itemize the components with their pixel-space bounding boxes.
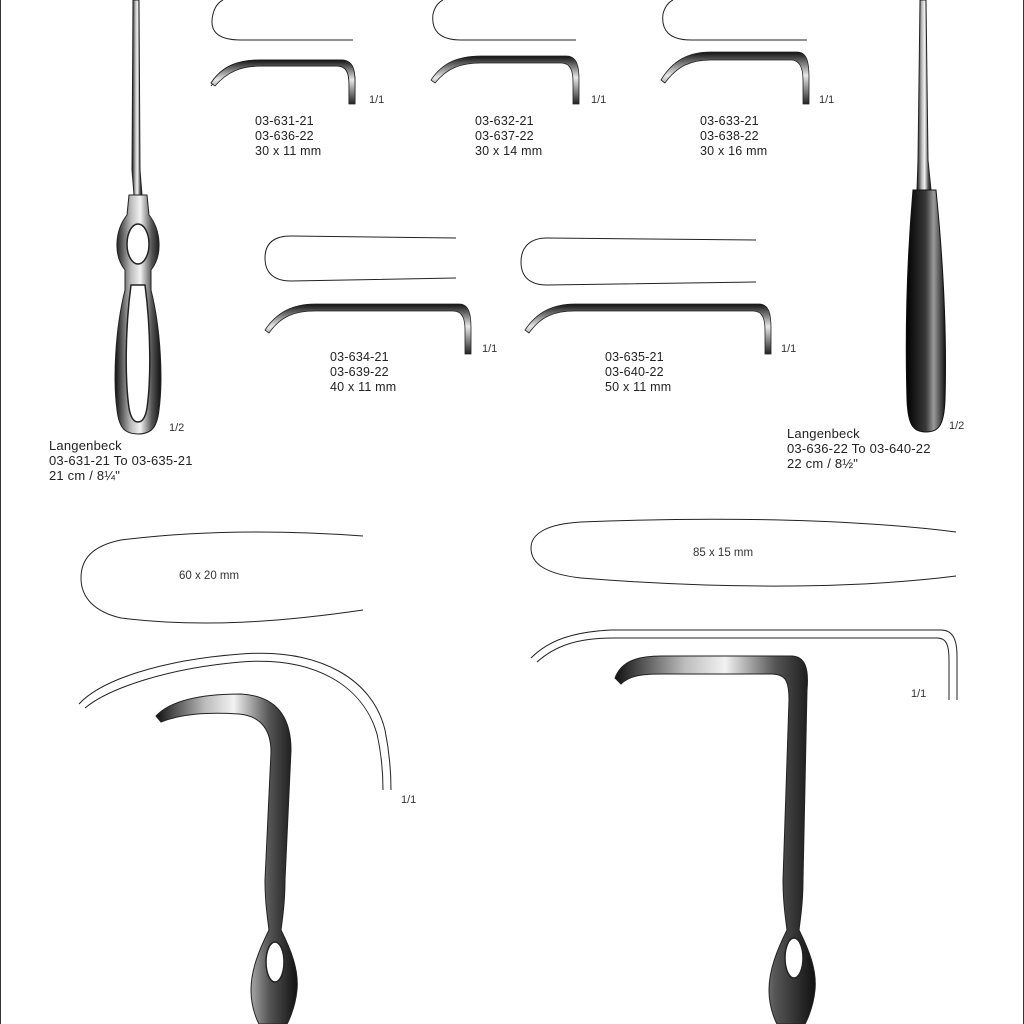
size: 30 x 11 mm xyxy=(255,144,322,158)
blade-label-3 xyxy=(700,114,767,159)
blade-profile-3 xyxy=(663,0,807,40)
large-blade-scale-2: 1/1 xyxy=(911,688,927,700)
instrument-length: 21 cm / 8¼" xyxy=(49,468,121,483)
scale-2: 1/1 xyxy=(591,94,607,106)
right-instrument-scale: 1/2 xyxy=(949,420,965,432)
code-a: 03-634-21 xyxy=(330,350,389,364)
blade-profile-4 xyxy=(265,236,456,281)
size: 30 x 14 mm xyxy=(475,144,543,158)
large-blade-scale-1: 1/1 xyxy=(401,794,417,806)
large-retractor-eye-2 xyxy=(785,938,803,978)
code-a: 03-635-21 xyxy=(605,350,664,364)
scale-3: 1/1 xyxy=(819,94,835,106)
code-a: 03-631-21 xyxy=(255,114,314,128)
code-b: 03-640-22 xyxy=(605,365,664,379)
blade-side-4 xyxy=(265,304,471,354)
code-b: 03-637-22 xyxy=(475,129,534,143)
large-retractor-eye-1 xyxy=(266,942,284,982)
blade-label-5 xyxy=(605,350,671,395)
code-a: 03-633-21 xyxy=(700,114,759,128)
large-blade-size-2: 85 x 15 mm xyxy=(693,547,754,559)
code-b: 03-638-22 xyxy=(700,129,759,143)
instrument-name: Langenbeck xyxy=(49,438,122,453)
blade-side-3 xyxy=(661,52,809,104)
blade-profile-5 xyxy=(521,238,756,285)
scale-1: 1/1 xyxy=(369,94,385,106)
instrument-name: Langenbeck xyxy=(787,426,860,441)
right-instrument-caption xyxy=(787,426,931,471)
blade-label-2 xyxy=(475,114,542,159)
code-b: 03-639-22 xyxy=(330,365,389,379)
blade-side-2 xyxy=(431,56,579,104)
blade-side-1 xyxy=(211,60,355,104)
size: 30 x 16 mm xyxy=(700,144,768,158)
instrument-range: 03-636-22 To 03-640-22 xyxy=(787,441,931,456)
instrument-length: 22 cm / 8½" xyxy=(787,456,859,471)
blade-side-5 xyxy=(525,304,771,354)
right-retractor-drawing xyxy=(906,0,945,432)
code-b: 03-636-22 xyxy=(255,129,314,143)
code-a: 03-632-21 xyxy=(475,114,534,128)
large-retractor-side-2 xyxy=(615,656,815,1024)
size: 40 x 11 mm xyxy=(330,380,397,394)
left-instrument-caption xyxy=(49,438,193,483)
instrument-range: 03-631-21 To 03-635-21 xyxy=(49,453,193,468)
blade-label-1 xyxy=(255,114,321,159)
size: 50 x 11 mm xyxy=(605,380,672,394)
blade-profile-2 xyxy=(433,0,576,40)
large-blade-size-1: 60 x 20 mm xyxy=(179,570,240,582)
blade-label-4 xyxy=(330,350,396,395)
left-instrument-scale: 1/2 xyxy=(169,422,185,434)
scale-4: 1/1 xyxy=(482,343,498,355)
scale-5: 1/1 xyxy=(781,343,797,355)
blade-profile-1 xyxy=(211,0,355,104)
left-retractor-drawing xyxy=(115,0,161,434)
